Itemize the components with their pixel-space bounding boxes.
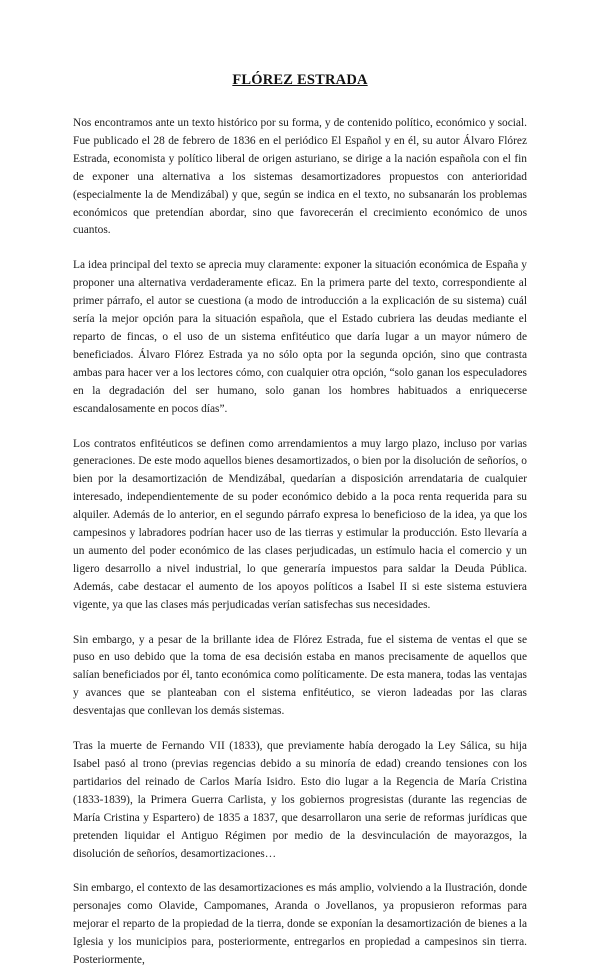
paragraph-4: Sin embargo, y a pesar de la brillante idea de Flórez Estrada, fue el sistema de ventas el que se puso en uso debido que la toma de esa decisión estaba en manos precisamente de aquellos que salían beneficiados por él, tanto económica como políticamente. De esta manera, todas las ventajas y avances que se planteaban con el sistema enfitéutico, se vieron ladeadas por las claras desventajas que conllevan los demás sistemas. (73, 633, 527, 718)
paragraph-6: Sin embargo, el contexto de las desamortizaciones es más amplio, volviendo a la Ilustración, donde personajes como Olavide, Campomanes, Aranda o Jovellanos, ya propusieron reformas para mejorar el reparto de la propiedad de la tierra, donde se exponían la desamortización de bienes a la Iglesia y los municipios para, posteriormente, entregarlos en propiedad a campesinos sin tierra. Posteriormente, (73, 882, 527, 967)
paragraph-5: Tras la muerte de Fernando VII (1833), que previamente había derogado la Ley Sálica, su hija Isabel pasó al trono (previas regencias debido a su minoría de edad) creando tensiones con los partidarios del reinado de Carlos María Isidro. Esto dio lugar a la Regencia de María Cristina (1833-1839), la Primera Guerra Carlista, y los gobiernos progresistas (durante las regencias de María Cristina y Espartero) de 1835 a 1837, que desarrollaron una serie de reformas jurídicas que pretenden liquidar el Antiguo Régimen por medio de la desvinculación de mayorazgos, la disolución de señoríos, desamortizaciones… (73, 740, 527, 860)
paragraph-3: Los contratos enfitéuticos se definen como arrendamientos a muy largo plazo, incluso por varias generaciones. De este modo aquellos bienes desamortizados, o bien por la disolución de señoríos, o bien por la desamortización de Mendizábal, quedarían a disposición arrendataria de cualquier interesado, independientemente de su poder económico debido a la poca renta requerida para su alquiler. Además de lo anterior, en el segundo párrafo expresa lo beneficioso de la idea, ya que los campesinos y labradores podrían hacer uso de las tierras y estimular la producción. Esto llevaría a un aumento del poder económico de las clases perjudicadas, un estímulo hacia el comercio y un ligero desarrollo a nivel industrial, lo que generaría impuestos para saldar la Deuda Pública. Además, cabe destacar el aumento de los apoyos políticos a Isabel II si este sistema estuviera vigente, ya que las clases más perjudicadas verían satisfechas sus necesidades. (73, 437, 527, 611)
document-title: FLÓREZ ESTRADA (232, 72, 368, 88)
paragraph-2: La idea principal del texto se aprecia muy claramente: exponer la situación económica de España y proponer una alternativa verdaderamente eficaz. En la primera parte del texto, correspondiente al primer párrafo, el autor se cuestiona (a modo de introducción a la explicación de su sistema) cuál sería la mejor opción para la situación española, que el Estado cubriera las deudas mediante el reparto de fincas, o el uso de un sistema enfitéutico que daría lugar a un mayor número de beneficiados. Álvaro Flórez Estrada ya no sólo opta por la segunda opción, sino que contrasta ambas para hacer ver a los lectores cómo, con cualquier otra opción, “solo ganan los especuladores en la degradación del ser humano, solo ganan los hombres habituados a enriquecerse escandalosamente en pocos días”. (73, 259, 527, 415)
paragraph-1: Nos encontramos ante un texto histórico por su forma, y de contenido político, económico y social. Fue publicado el 28 de febrero de 1836 en el periódico El Español y en él, su autor Álvaro Flórez Estrada, economista y político liberal de origen asturiano, se dirige a la nación española con el fin de exponer una alternativa a los sistemas desamortizadores propuestos con anterioridad (especialmente la de Mendizábal) y que, según se indica en el texto, no subsanarán los problemas económicos que pretendían abordar, sino que favorecerán el crecimiento económico de unos cuantos. (73, 117, 527, 237)
